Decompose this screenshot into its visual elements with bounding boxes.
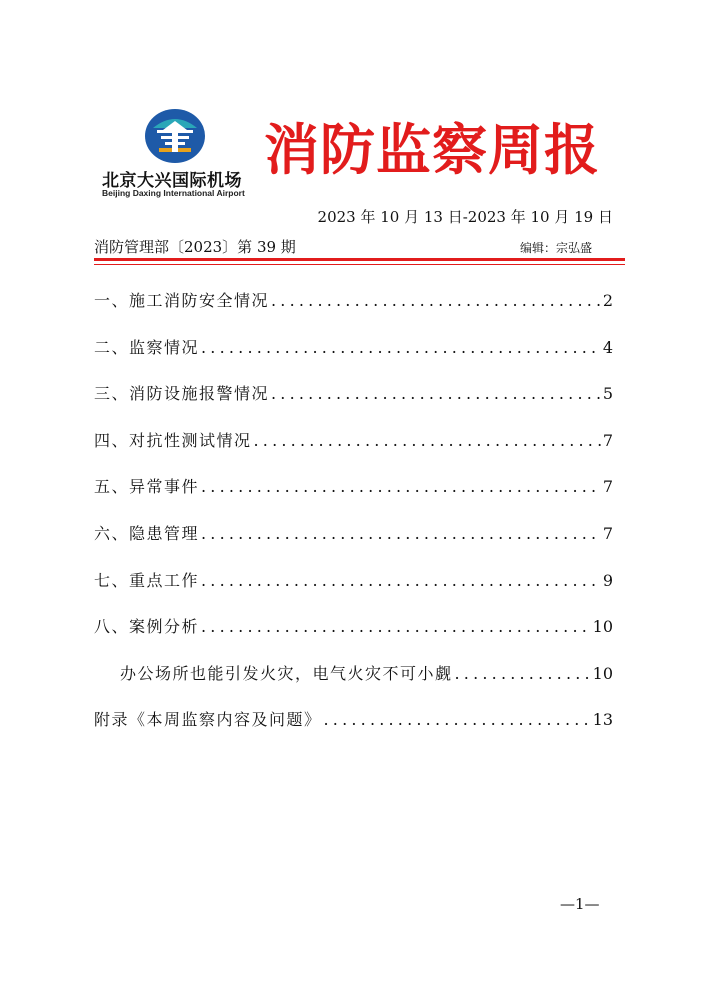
toc-item-hazard-management[interactable] (94, 521, 613, 568)
toc-item-label: 二、监察情况 (94, 337, 200, 357)
toc-item-label: 五、异常事件 (94, 477, 200, 497)
logo-name-en: Beijing Daxing International Airport (102, 188, 245, 198)
toc-item-label: 七、重点工作 (94, 570, 200, 590)
toc-leader-dots (201, 524, 601, 543)
page-number: —1— (560, 895, 600, 913)
toc-leader-dots (455, 664, 591, 683)
toc-leader-dots (201, 617, 591, 636)
toc-item-construction-safety[interactable] (94, 288, 613, 335)
table-of-contents (94, 288, 613, 754)
toc-leader-dots (254, 431, 601, 450)
toc-item-page: 13 (592, 710, 613, 730)
toc-item-label: 六、隐患管理 (94, 523, 200, 543)
issue-number: 消防管理部〔2023〕第 39 期 (94, 238, 296, 256)
airport-logo (98, 108, 258, 200)
toc-item-label: 三、消防设施报警情况 (94, 384, 270, 404)
toc-item-label: 一、施工消防安全情况 (94, 291, 270, 310)
report-title: 消防监察周报 (264, 117, 601, 182)
toc-item-page: 7 (602, 523, 613, 543)
toc-item-page: 9 (602, 570, 613, 590)
toc-item-key-work[interactable] (94, 568, 613, 615)
toc-leader-dots (271, 384, 601, 403)
toc-item-page: 2 (602, 291, 613, 310)
toc-item-page: 4 (602, 337, 613, 357)
toc-leader-dots (201, 571, 601, 590)
toc-item-page: 5 (602, 384, 613, 404)
toc-item-adversarial-testing[interactable] (94, 428, 613, 475)
date-range: 2023 年 10 月 13 日-2023 年 10 月 19 日 (317, 208, 613, 226)
toc-subitem-office-fire[interactable] (94, 661, 613, 708)
logo-name-cn: 北京大兴国际机场 (102, 171, 242, 191)
toc-item-page: 10 (592, 617, 613, 637)
toc-item-abnormal-events[interactable] (94, 474, 613, 521)
toc-item-page: 10 (592, 663, 613, 683)
header-divider-thin (94, 264, 625, 265)
toc-item-appendix[interactable] (94, 707, 613, 754)
toc-item-inspection[interactable] (94, 335, 613, 382)
toc-item-page: 7 (602, 430, 613, 450)
toc-item-page: 7 (602, 477, 613, 497)
toc-item-label: 办公场所也能引发火灾，电气火灾不可小觑 (120, 663, 453, 683)
toc-leader-dots (271, 291, 601, 310)
toc-item-case-analysis[interactable] (94, 614, 613, 661)
airport-logo-icon (143, 108, 207, 168)
toc-item-label: 八、案例分析 (94, 617, 200, 637)
toc-leader-dots (201, 477, 601, 496)
header-divider-thick (94, 258, 625, 261)
toc-item-label: 四、对抗性测试情况 (94, 430, 252, 450)
toc-item-label: 附录《本周监察内容及问题》 (94, 710, 322, 730)
editor-credit: 编辑：宗弘盛 (520, 241, 593, 255)
toc-item-alarms[interactable] (94, 381, 613, 428)
toc-leader-dots (201, 338, 601, 357)
toc-leader-dots (324, 710, 591, 729)
